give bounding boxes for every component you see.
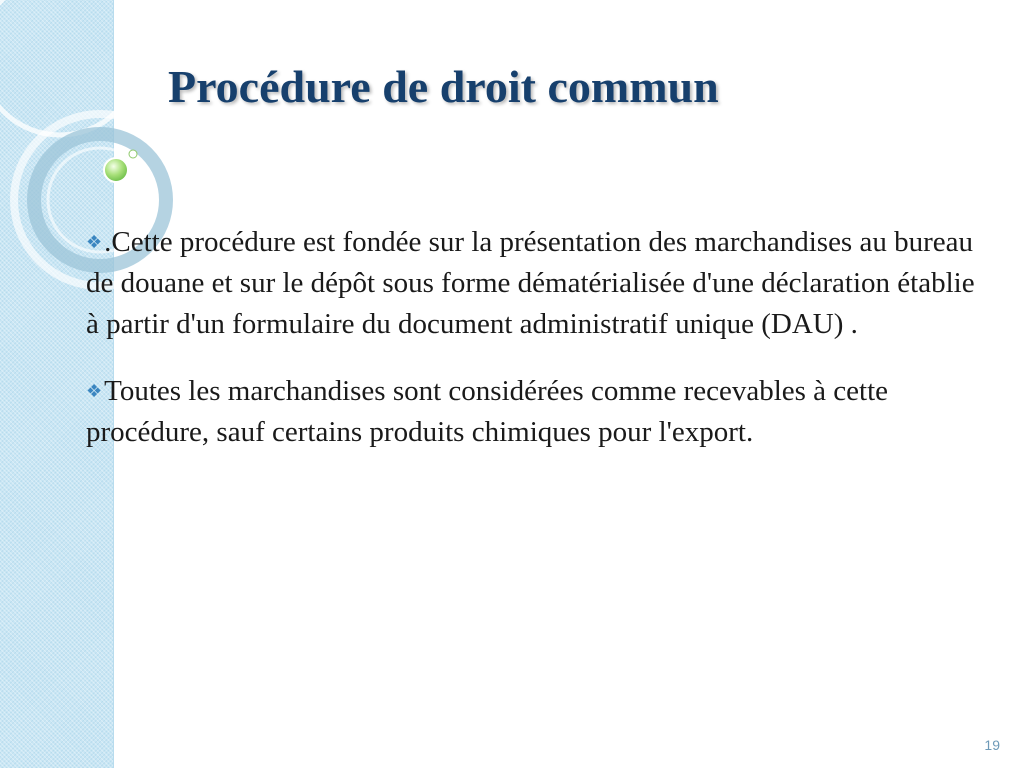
accent-small-ring bbox=[129, 150, 137, 158]
slide-title: Procédure de droit commun bbox=[168, 61, 719, 112]
diamond-bullet-icon: ❖ bbox=[86, 381, 103, 401]
page-number: 19 bbox=[984, 737, 1000, 753]
diamond-bullet-icon: ❖ bbox=[86, 232, 103, 252]
bullet-item bbox=[86, 371, 986, 453]
accent-ball bbox=[104, 158, 128, 182]
bullet-text: Toutes les marchandises sont considérées comme recevables à cette procédure, sauf certains produits chimiques pour l'export. bbox=[86, 375, 889, 448]
bullet-item bbox=[86, 222, 986, 345]
slide-body bbox=[86, 222, 986, 479]
bullet-text: .Cette procédure est fondée sur la présentation des marchandises au bureau de douane et sur le dépôt sous forme dématérialisée d'une déclaration établie à partir d'un formulaire du document administratif unique (DAU) . bbox=[86, 226, 975, 340]
